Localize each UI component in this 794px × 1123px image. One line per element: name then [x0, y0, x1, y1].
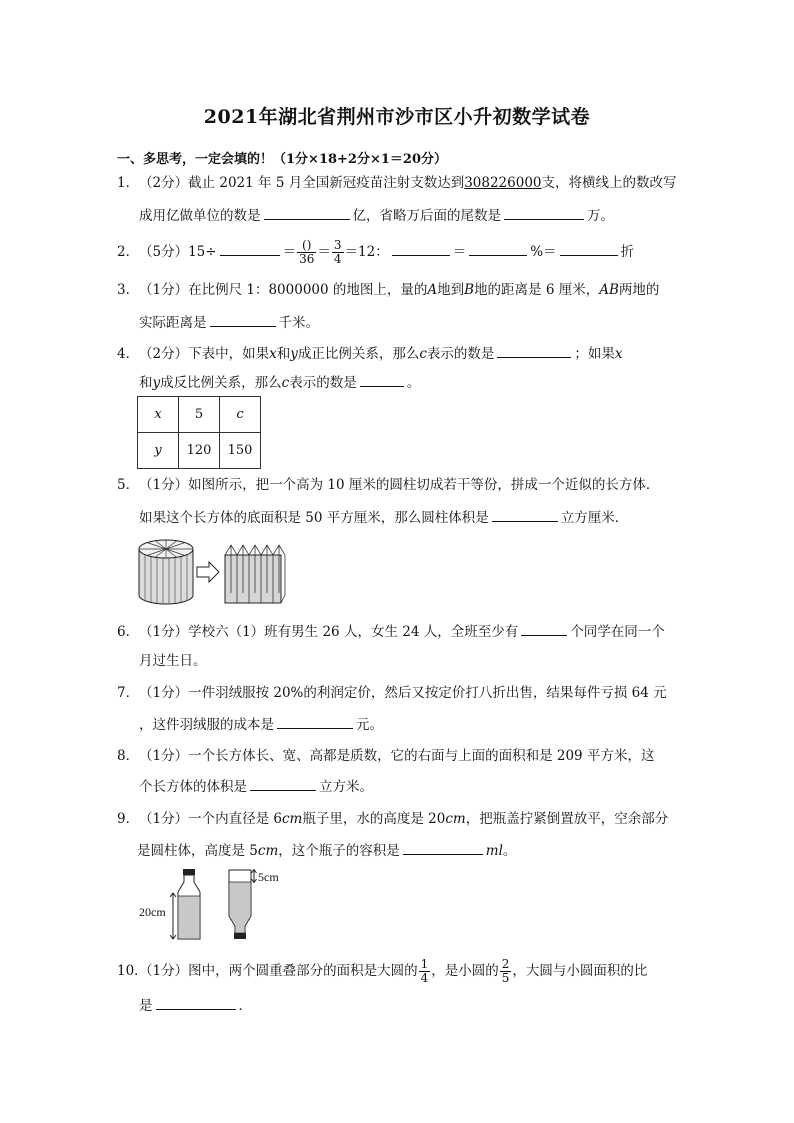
question-8-line-1: 8．（1分）一个长方体长、宽、高都是质数，它的右面与上面的面积和是 209 平方米，这 — [117, 748, 655, 764]
question-3-line-2: 实际距离是 千米。 — [139, 312, 319, 333]
table-cell: x — [138, 397, 179, 433]
answer-blank[interactable] — [521, 621, 567, 636]
upright-bottle-icon — [178, 869, 200, 939]
fraction: $\frac{2}{5}$ — [501, 957, 510, 985]
highlighted-number: 308226000 — [464, 175, 542, 191]
question-4-line-1: 4．（2分）下表中，如果x和y成正比例关系，那么c表示的数是 ；如果x — [117, 343, 623, 364]
table-cell: 5 — [179, 397, 220, 433]
question-2-line-1: 2．（5分）15÷ ＝ $\frac{()}{36}$ ＝ $\frac{3}{4}$ ＝12： ＝ %＝ 折 — [117, 238, 635, 266]
question-9-line-1: 9．（1分）一个内直径是 6cm瓶子里，水的高度是 20cm，把瓶盖拧紧倒置放平，空余部分 — [117, 811, 669, 827]
fraction: $\frac{()}{36}$ — [299, 238, 315, 266]
answer-blank[interactable] — [210, 312, 276, 327]
question-3-line-1: 3．（1分）在比例尺 1：8000000 的地图上，量的A地到B地的距离是 6 厘米，AB两地的 — [117, 282, 660, 298]
empty-height-label: 5cm — [258, 870, 279, 884]
answer-blank[interactable] — [403, 840, 483, 855]
question-6-line-1: 6．（1分）学校六（1）班有男生 26 人，女生 24 人，全班至少有 个同学在同一个 — [117, 621, 665, 642]
question-1-line-1: 1．（2分）截止 2021 年 5 月全国新冠疫苗注射支数达到308226000支，将横线上的数改写 — [117, 175, 677, 191]
section-heading: 一、多思考，一定会填的！（1分×18+2分×1＝20分） — [117, 152, 447, 167]
right-arrow-icon — [197, 562, 219, 582]
answer-blank[interactable] — [277, 714, 353, 729]
answer-blank[interactable] — [220, 241, 280, 256]
question-7-line-2: ，这件羽绒服的成本是 元。 — [139, 714, 383, 735]
sliced-cylinder-icon — [139, 540, 193, 604]
question-10-line-1: 10．（1分）图中，两个圆重叠部分的面积是大圆的 $\frac{1}{4}$ ，是小圆的 $\frac{2}{5}$ ，大圆与小圆面积的比 — [117, 957, 648, 985]
table-cell: c — [220, 397, 261, 433]
answer-blank[interactable] — [392, 241, 450, 256]
cylinder-to-cuboid-figure — [137, 535, 293, 607]
answer-blank[interactable] — [497, 343, 571, 358]
table-cell: 150 — [220, 433, 261, 469]
question-9-line-2: 是圆柱体，高度是 5cm，这个瓶子的容积是 ml。 — [137, 840, 516, 861]
table-row — [138, 397, 261, 433]
inverted-bottle-icon — [229, 870, 251, 939]
answer-blank[interactable] — [469, 241, 527, 256]
table-cell: 120 — [179, 433, 220, 469]
fraction: $\frac{1}{4}$ — [420, 957, 429, 985]
bottle-figure — [137, 866, 297, 942]
fraction: $\frac{3}{4}$ — [333, 238, 342, 266]
answer-blank[interactable] — [264, 205, 350, 220]
exam-title: 2021年湖北省荆州市沙市区小升初数学试卷 — [203, 106, 591, 128]
table-cell: y — [138, 433, 179, 469]
answer-blank[interactable] — [156, 995, 236, 1010]
question-4-line-2: 和y成反比例关系，那么c表示的数是 。 — [139, 372, 420, 393]
answer-blank[interactable] — [504, 205, 584, 220]
question-8-line-2: 个长方体的体积是 立方米。 — [139, 776, 373, 797]
xy-table — [137, 396, 261, 469]
question-5-line-2: 如果这个长方体的底面积是 50 平方厘米，那么圆柱体积是 立方厘米． — [139, 507, 628, 528]
question-1-line-2: 成用亿做单位的数是 亿，省略万后面的尾数是 万。 — [139, 205, 614, 226]
question-10-line-2: 是 ． — [139, 995, 252, 1016]
question-6-line-2: 月过生日。 — [139, 653, 207, 669]
question-7-line-1: 7．（1分）一件羽绒服按 20%的利润定价，然后又按定价打八折出售，结果每件亏损 64 元 — [117, 685, 667, 701]
answer-blank[interactable] — [360, 372, 404, 387]
water-height-label: 20cm — [139, 905, 166, 919]
question-5-line-1: 5．（1分）如图所示，把一个高为 10 厘米的圆柱切成若干等份，拼成一个近似的长方体． — [117, 477, 660, 493]
answer-blank[interactable] — [492, 507, 558, 522]
cuboid-icon — [225, 545, 285, 603]
answer-blank[interactable] — [250, 776, 316, 791]
answer-blank[interactable] — [560, 241, 618, 256]
table-row — [138, 433, 261, 469]
